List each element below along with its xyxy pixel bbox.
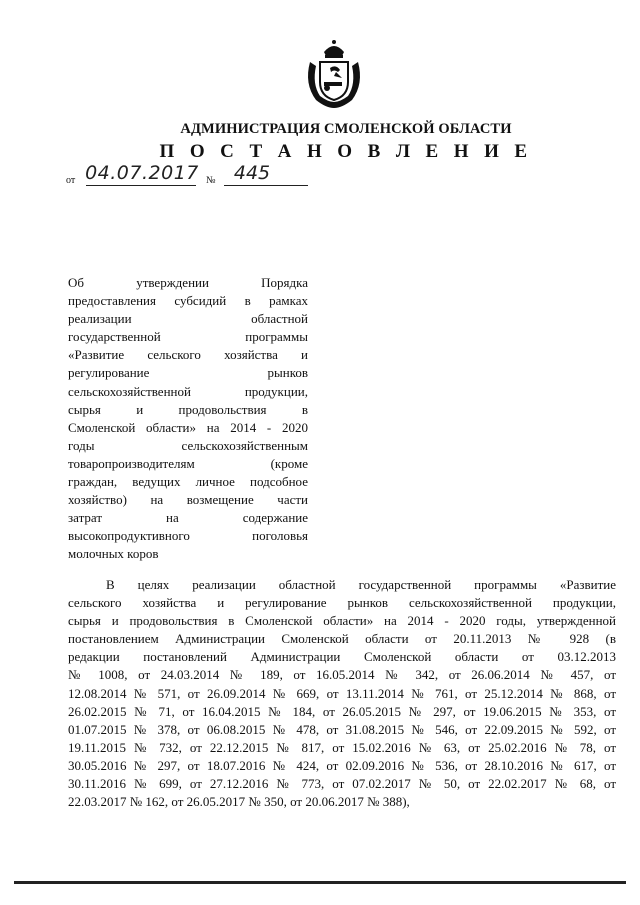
subject-line: высокопродуктивного поголовья [68,528,308,544]
body-line: постановлением Администрации Смоленской области от 20.11.2013 № 928 (в [68,631,616,647]
body-line: В целях реализации областной государственной программы «Развитие [106,577,616,592]
body-line: редакции постановлений Администрации Смоленской области от 03.12.2013 [68,649,616,665]
subject-line: товаропроизводителям (кроме [68,455,308,471]
date-label: от [66,175,76,186]
organization-name: АДМИНИСТРАЦИЯ СМОЛЕНСКОЙ ОБЛАСТИ [180,121,512,137]
document-date: 04.07.2017 [85,162,199,184]
date-underline [86,185,196,186]
subject-line: Об утверждении Порядка [68,275,308,290]
subject-line: хозяйство) на возмещение части [68,492,308,508]
body-line: 12.08.2014 № 571, от 26.09.2014 № 669, от 13.11.2014 № 761, от 25.12.2014 № 868, от [68,685,616,701]
body-line: 30.11.2016 № 699, от 27.12.2016 № 773, от 07.02.2017 № 50, от 22.02.2017 № 68, от [68,776,616,792]
subject-line: «Развитие сельского хозяйства и [68,347,308,363]
subject-line: регулирование рынков [68,365,308,381]
subject-line: государственной программы [68,329,308,345]
subject-line: граждан, ведущих личное подсобное [68,474,308,490]
body-line: сырья и продовольствия в Смоленской области» на 2014 - 2020 годы, утвержденной [68,613,616,629]
subject-line: молочных коров [68,546,159,562]
body-line: 26.02.2015 № 71, от 16.04.2015 № 184, от 26.05.2015 № 297, от 19.06.2015 № 353, от [68,703,616,719]
number-underline [224,185,308,186]
document-subject [68,274,308,564]
body-line: № 1008, от 24.03.2014 № 189, от 16.05.2014 № 342, от 26.06.2014 № 457, от [68,667,616,683]
subject-line: сельскохозяйственной продукции, [68,383,308,399]
body-line: 01.07.2015 № 378, от 06.08.2015 № 478, от 31.08.2015 № 546, от 22.09.2015 № 592, от [68,721,616,737]
subject-line: предоставления субсидий в рамках [68,293,308,309]
number-label: № [206,175,216,186]
subject-line: годы сельскохозяйственным [68,437,308,453]
preamble-paragraph [68,576,616,811]
subject-line: Смоленской области» на 2014 - 2020 [68,419,308,435]
subject-line: реализации областной [68,311,308,327]
page-bottom-rule [14,881,626,884]
body-line: 19.11.2015 № 732, от 22.12.2015 № 817, от 15.02.2016 № 63, от 25.02.2016 № 78, от [68,739,616,755]
subject-line: затрат на содержание [68,510,308,526]
document-number: 445 [233,162,271,184]
coat-of-arms-icon [300,38,368,110]
body-line: 22.03.2017 № 162, от 26.05.2017 № 350, от 20.06.2017 № 388), [68,794,410,810]
document-type-title: П О С Т А Н О В Л Е Н И Е [159,141,533,162]
body-line: сельского хозяйства и регулирование рынков сельскохозяйственной продукции, [68,595,616,611]
subject-line: сырья и продовольствия в [68,401,308,417]
body-line: 30.05.2016 № 297, от 18.07.2016 № 424, от 02.09.2016 № 536, от 28.10.2016 № 617, от [68,757,616,773]
